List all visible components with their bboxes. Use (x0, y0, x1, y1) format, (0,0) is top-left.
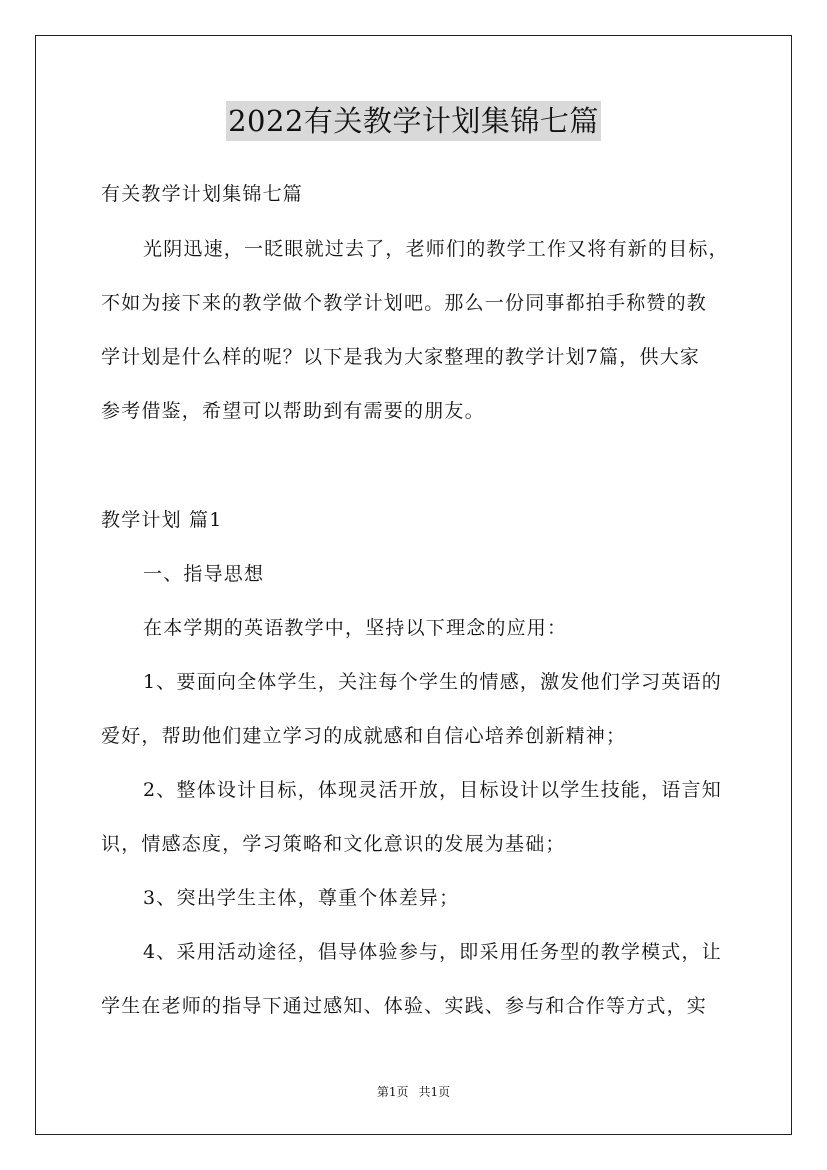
intro-line-1: 光阴迅速，一眨眼就过去了，老师们的教学工作又将有新的目标， (143, 238, 729, 260)
page-number: 第1页 (376, 1085, 409, 1099)
point-line-3: 2、整体设计目标，体现灵活开放，目标设计以学生技能，语言知 (143, 779, 722, 801)
intro-line-3: 学计划是什么样的呢？以下是我为大家整理的教学计划7篇，供大家 (101, 346, 701, 368)
document-title: 2022有关教学计划集锦七篇 (226, 101, 601, 141)
title-container (0, 101, 827, 141)
point-line-1: 1、要面向全体学生，关注每个学生的情感，激发他们学习英语的 (143, 671, 722, 693)
point-line-4: 识，情感态度，学习策略和文化意识的发展为基础； (101, 833, 566, 855)
point-line-6: 4、采用活动途径，倡导体验参与，即采用任务型的教学模式，让 (143, 941, 722, 963)
intro-line-4: 参考借鉴，希望可以帮助到有需要的朋友。 (101, 400, 485, 422)
section-heading: 教学计划 篇1 (101, 509, 223, 531)
page-footer (0, 1084, 827, 1100)
point-line-2: 爱好，帮助他们建立学习的成就感和自信心培养创新精神； (101, 725, 627, 747)
section-subheading: 一、指导思想 (143, 563, 265, 585)
page-total: 共1页 (418, 1085, 451, 1099)
document-subtitle: 有关教学计划集锦七篇 (101, 183, 304, 205)
section-lead: 在本学期的英语教学中，坚持以下理念的应用： (143, 617, 568, 639)
point-line-5: 3、突出学生主体，尊重个体差异； (143, 887, 460, 909)
point-line-7: 学生在老师的指导下通过感知、体验、实践、参与和合作等方式，实 (101, 995, 708, 1017)
intro-line-2: 不如为接下来的教学做个教学计划吧。那么一份同事都拍手称赞的教 (101, 292, 708, 314)
